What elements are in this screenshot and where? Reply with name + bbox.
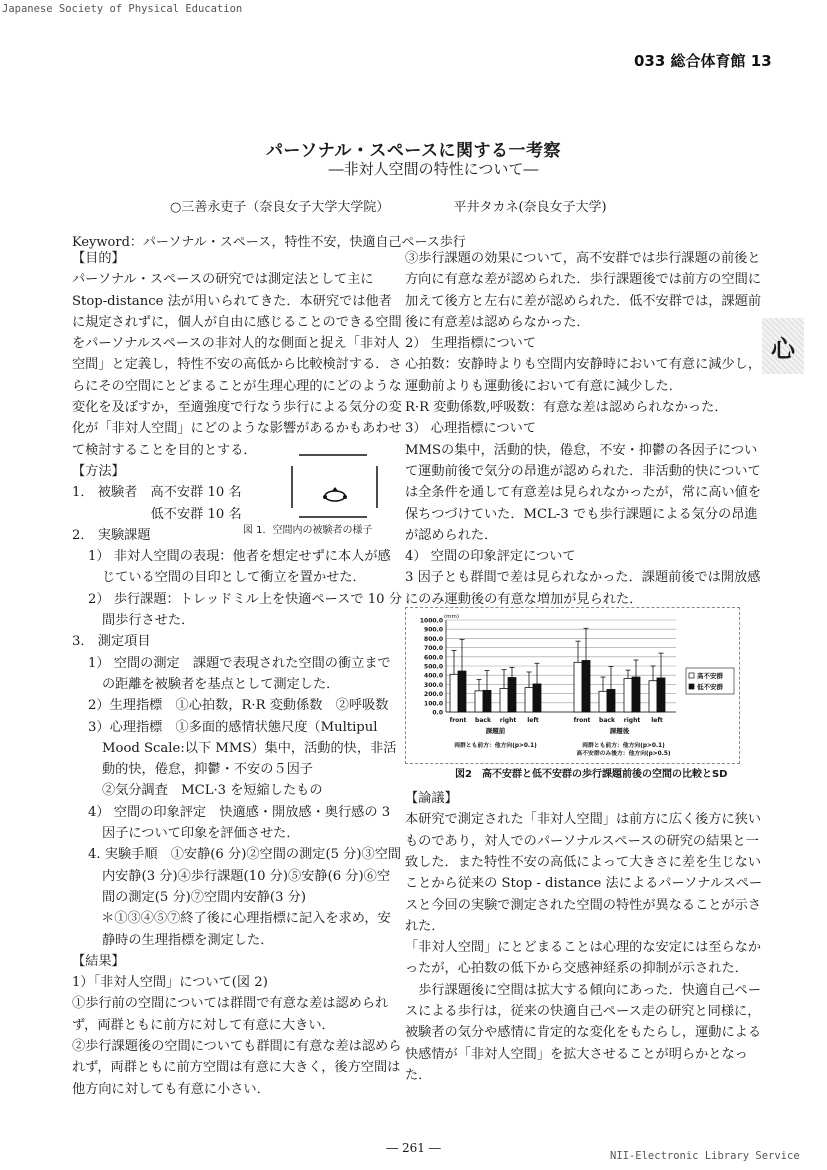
y-tick-label: 600.0 xyxy=(424,654,443,662)
y-tick-label: 800.0 xyxy=(424,635,443,643)
significance-note: 高不安群のみ後方：他方向(p>0.5) xyxy=(576,751,671,757)
bar-high-anxiety xyxy=(599,691,607,712)
group-label: 課題前 xyxy=(485,727,506,735)
footer-service: NII-Electronic Library Service xyxy=(610,1150,800,1162)
paragraph: 2）生理指標 ①心拍数，R·R 変動係数 ②呼吸数 xyxy=(88,698,389,714)
significance-note: 両群とも前方：他方向(p>0.1) xyxy=(454,743,537,749)
paragraph: 【目的】 xyxy=(72,251,125,266)
page-number: ― 261 ― xyxy=(386,1141,441,1155)
bar-high-anxiety xyxy=(624,678,632,712)
paragraph: R·R 変動係数,呼吸数：有意な差は認められなかった． xyxy=(405,400,728,416)
x-tick-label: right xyxy=(623,717,641,724)
bar-low-anxiety xyxy=(483,690,491,712)
paragraph: パーソナル・スペースの研究では測定法として主に Stop-distance 法が用いられてきた．本研究では他者に規定されずに，個人が自由に感じることのできる空間をパーソナルスペースの非対人的な側面と捉え「非対人空間」と定義し，特性不安の高低から比較検討する．さらにその空間にとどまることが生理心理的にどのような変化を及ぼすか，至適強度で行なう歩行による気分の変化が「非対人空間」にどのような影響があるかもあわせて検討することを目的とする． xyxy=(72,272,402,458)
x-tick-label: back xyxy=(599,717,615,724)
paragraph: 1． 被験者 高不安群 10 名 xyxy=(72,485,242,501)
paragraph: 1） 空間の測定 課題で表現された空間の衝立までの距離を被験者を基点として測定した． xyxy=(88,655,391,692)
paragraph: ＊①③④⑤⑦終了後に心理指標に記入を求め，安静時の生理指標を測定した． xyxy=(88,911,391,948)
legend-swatch xyxy=(689,673,694,678)
bar-high-anxiety xyxy=(525,688,533,712)
y-tick-label: 700.0 xyxy=(424,645,443,653)
bar-low-anxiety xyxy=(508,678,516,713)
bar-low-anxiety xyxy=(458,671,466,712)
paragraph: 2． 実験課題 xyxy=(72,527,151,543)
legend-label: 高不安群 xyxy=(697,672,723,680)
society-header: Japanese Society of Physical Education xyxy=(2,3,243,15)
paragraph: ①歩行前の空間については群間で有意な差は認められず，両群ともに前方に対して有意に大きい． xyxy=(72,996,389,1033)
paragraph: 3）心理指標 ①多面的感情状態尺度（Multipul Mood Scale:以下 MMS）集中，活動的快，非活動的快，倦怠，抑鬱・不安の５因子 xyxy=(88,719,397,778)
x-tick-label: left xyxy=(527,717,539,724)
bar-low-anxiety xyxy=(657,678,665,712)
paragraph: 【論議】 xyxy=(405,791,458,807)
group-label: 課題後 xyxy=(609,727,630,735)
legend-label: 低不安群 xyxy=(697,683,723,691)
bar-low-anxiety xyxy=(533,684,541,712)
bar-high-anxiety xyxy=(649,681,657,712)
x-tick-label: back xyxy=(475,717,491,724)
author-1: ○三善永吏子（奈良女子大学大学院） xyxy=(170,200,390,215)
figure-2-chart xyxy=(405,607,740,764)
left-column xyxy=(72,248,402,1100)
bar-low-anxiety xyxy=(632,677,640,712)
paragraph: 低不安群 10 名 xyxy=(120,506,242,522)
results-continued xyxy=(405,248,767,610)
paragraph: ③歩行課題の効果について，高不安群では歩行課題の前後と方向に有意な差が認められた．歩行課題後では前方の空間に加えて後方と左右に差が認められた．低不安群では，課題前後に有意差は認めらなかった． xyxy=(405,251,762,330)
y-tick-label: 1000.0 xyxy=(419,617,443,625)
bar-high-anxiety xyxy=(500,689,508,712)
paragraph: 心拍数：安静時よりも空間内安静時において有意に減少し，運動前よりも運動後において有意に減少した． xyxy=(405,357,762,394)
x-tick-label: front xyxy=(573,717,591,724)
session-label: 033 総合体育館 13 xyxy=(634,52,772,70)
paragraph: 本研究で測定された「非対人空間」は前方に広く後方に狭いものであり，対人でのパーソナルスペースの研究の結果と一致した．また特性不安の高低によって大きさに差を生じないことから従来の Stop - distance 法によるパーソナルスペースと今回の実験で測定された空間の特性が異なることが示された． xyxy=(405,812,763,934)
keywords: Keyword：パーソナル・スペース，特性不安，快適自己ペース歩行 xyxy=(72,235,466,250)
paragraph: 3） 心理指標について xyxy=(405,421,537,437)
bar-low-anxiety xyxy=(582,660,590,712)
y-tick-label: 300.0 xyxy=(424,681,443,689)
y-axis-unit: (mm) xyxy=(444,614,460,620)
paragraph: 3 因子とも群間で差は見られなかった．課題前後では開放感にのみ運動後の有意な増加が見られた． xyxy=(405,570,761,607)
x-tick-label: right xyxy=(499,717,517,724)
paragraph: 【結果】 xyxy=(72,953,125,969)
significance-note: 両群とも前方：他方向(p>0.1) xyxy=(582,743,665,749)
paragraph: 3． 測定項目 xyxy=(72,634,151,650)
authors xyxy=(170,196,667,215)
x-tick-label: left xyxy=(651,717,663,724)
paragraph: 歩行課題後に空間は拡大する傾向にあった．快適自己ペースによる歩行は，従来の快適自己ペース走の研究と同様に，被験者の気分や感情に肯定的な変化をもたらし，運動による快感情が「非対人空間」を拡大させることが明らかとなった． xyxy=(405,982,762,1083)
paper-title: パーソナル・スペースに関する一考察 xyxy=(265,141,562,161)
author-2: 平井タカネ(奈良女子大学) xyxy=(453,200,607,215)
bar-low-anxiety xyxy=(607,689,615,712)
paragraph: 【方法】 xyxy=(72,463,125,479)
figure-2-caption: 図2 高不安群と低不安群の歩行課題前後の空間の比較とSD xyxy=(455,769,728,780)
section-tab xyxy=(762,318,804,374)
paragraph: 2） 歩行課題：トレッドミル上を快適ペースで 10 分間歩行させた． xyxy=(88,591,402,629)
figure-1-caption: 図 1．空間内の被験者の様子 xyxy=(243,525,373,536)
paragraph: 4） 空間の印象評定について xyxy=(405,549,576,565)
subject-icon xyxy=(325,491,345,501)
paragraph: 2） 生理指標について xyxy=(405,336,537,352)
figure-1-diagram xyxy=(285,452,400,532)
paragraph: 1）「非対人空間」について(図 2) xyxy=(72,975,268,991)
bar-high-anxiety xyxy=(450,674,458,712)
bar-high-anxiety xyxy=(475,691,483,712)
paragraph: 4） 空間の印象評定 快適感・開放感・奥行感の 3 因子について印象を評価させた． xyxy=(88,804,391,842)
paragraph: 1） 非対人空間の表現：他者を想定せずに本人が感じている空間の目印として衝立を置かせた． xyxy=(88,549,391,586)
paragraph: ②気分調査 MCL·3 を短縮したもの xyxy=(102,783,323,799)
discussion xyxy=(405,788,767,1086)
paper-subtitle: ―非対人空間の特性について― xyxy=(328,160,539,178)
y-tick-label: 100.0 xyxy=(424,700,443,708)
y-tick-label: 0.0 xyxy=(432,709,443,717)
legend-swatch xyxy=(689,684,694,689)
y-tick-label: 500.0 xyxy=(424,663,443,671)
paragraph: ②歩行課題後の空間についても群間に有意な差は認められず，両群ともに前方空間は有意に大きく，後方空間は他方向に対しても有意に小さい． xyxy=(72,1038,402,1097)
paragraph: 「非対人空間」にとどまることは心理的な安定には至らなかったが，心拍数の低下から交感神経系の抑制が示された． xyxy=(405,940,762,977)
figure-1 xyxy=(285,452,400,532)
y-tick-label: 400.0 xyxy=(424,672,443,680)
paragraph: 4. 実験手順 ①安静(6 分)②空間の測定(5 分)③空間内安静(3 分)④歩行課題(10 分)⑤安静(6 分)⑥空間の測定(5 分)⑦空間内安静(3 分) xyxy=(88,847,402,905)
paragraph: MMSの集中，活動的快，倦怠，不安・抑鬱の各因子について運動前後で気分の昂進が認められた．非活動的快については全条件を通して有意差は見られなかったが，常に高い値を保ちつづけていた．MCL-3 でも歩行課題による気分の昂進が認められた． xyxy=(405,442,762,543)
x-tick-label: front xyxy=(449,717,467,724)
bar-high-anxiety xyxy=(574,662,582,712)
y-tick-label: 900.0 xyxy=(424,626,443,634)
y-tick-label: 200.0 xyxy=(424,691,443,699)
bar-chart xyxy=(406,608,739,763)
section-tab-glyph: 心 xyxy=(771,334,795,363)
